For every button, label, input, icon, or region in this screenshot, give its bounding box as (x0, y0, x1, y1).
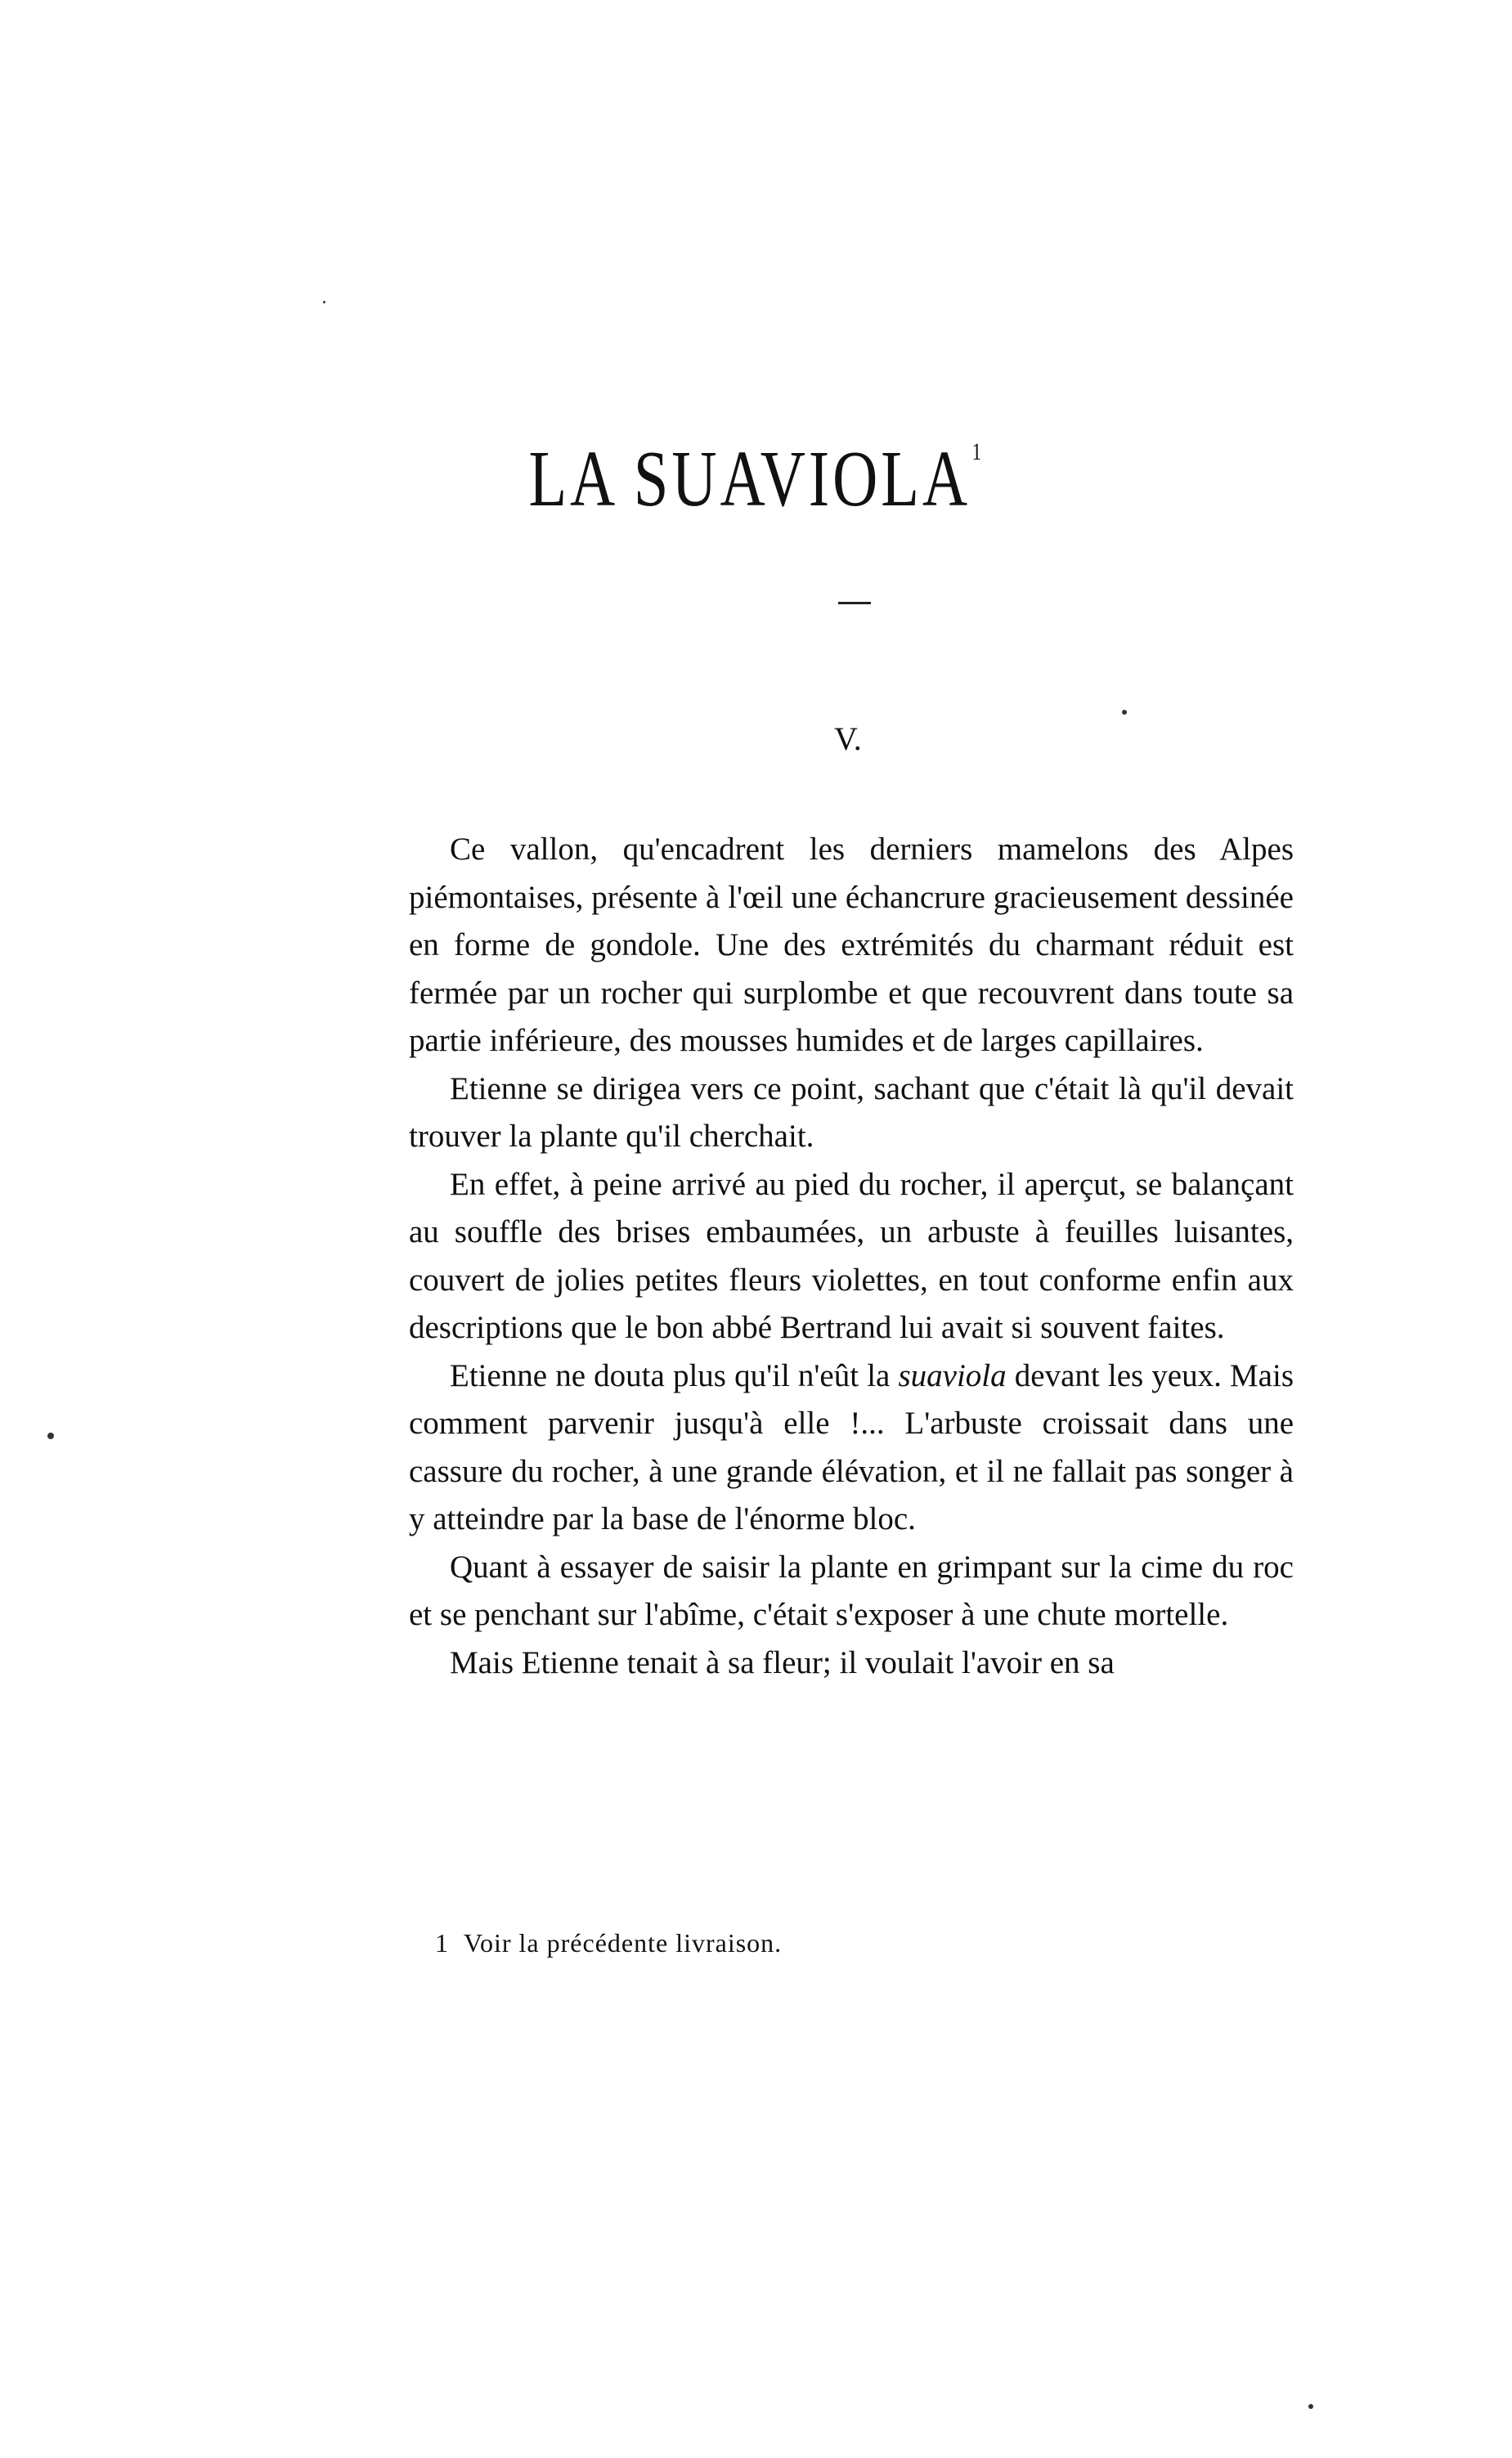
footnote-text: Voir la précédente livraison. (464, 1928, 783, 1958)
paragraph-text: Etienne ne douta plus qu'il n'eût la (450, 1357, 899, 1393)
footnote (435, 1928, 782, 1958)
paragraph: En effet, à peine arrivé au pied du rocher, il aperçut, se balançant au souffle des brises embaumées, un arbuste à feuilles luisantes, couvert de jolies petites fleurs violettes, en tout conforme enfin aux descriptions que le bon abbé Bertrand lui avait si souvent faites. (409, 1166, 1294, 1345)
paragraph (409, 1352, 1294, 1544)
chapter-title-text: LA SUAVIOLA (528, 435, 971, 523)
paragraph: Ce vallon, qu'encadrent les derniers mamelons des Alpes piémontaises, présente à l'œil une échancrure gracieusement dessinée en forme de gondole. Une des extrémités du charmant réduit est fermée par un rocher qui surplombe et que recouvrent dans toute sa partie inférieure, des mousses humides et de larges capillaires. (409, 832, 1294, 1058)
scan-speck (1122, 710, 1127, 715)
footnote-number: 1 (435, 1928, 449, 1958)
paragraph: Quant à essayer de saisir la plante en grimpant sur la cime du roc et se penchant sur l'abîme, c'était s'exposer à une chute mortelle. (409, 1549, 1294, 1632)
section-number: V. (834, 720, 862, 757)
title-divider (838, 602, 871, 604)
scan-speck (1308, 2404, 1313, 2409)
body-text (409, 826, 1294, 1687)
scan-speck (323, 301, 325, 303)
scan-speck (47, 1433, 54, 1439)
paragraph: Mais Etienne tenait à sa fleur; il voulait l'avoir en sa (450, 1644, 1115, 1680)
chapter-title (166, 433, 1345, 525)
footnote-reference-mark: 1 (971, 438, 985, 465)
paragraph-text: devant les yeux. Mais comment parvenir jusqu'à elle !... L'arbuste croissait dans une cassure du rocher, à une grande élévation, et il ne fallait pas songer à y atteindre par la base de l'énorme bloc. (409, 1357, 1294, 1536)
paragraph: Etienne se dirigea vers ce point, sachant que c'était là qu'il devait trouver la plante qu'il cherchait. (409, 1070, 1294, 1154)
italic-plant-name: suaviola (898, 1357, 1007, 1393)
